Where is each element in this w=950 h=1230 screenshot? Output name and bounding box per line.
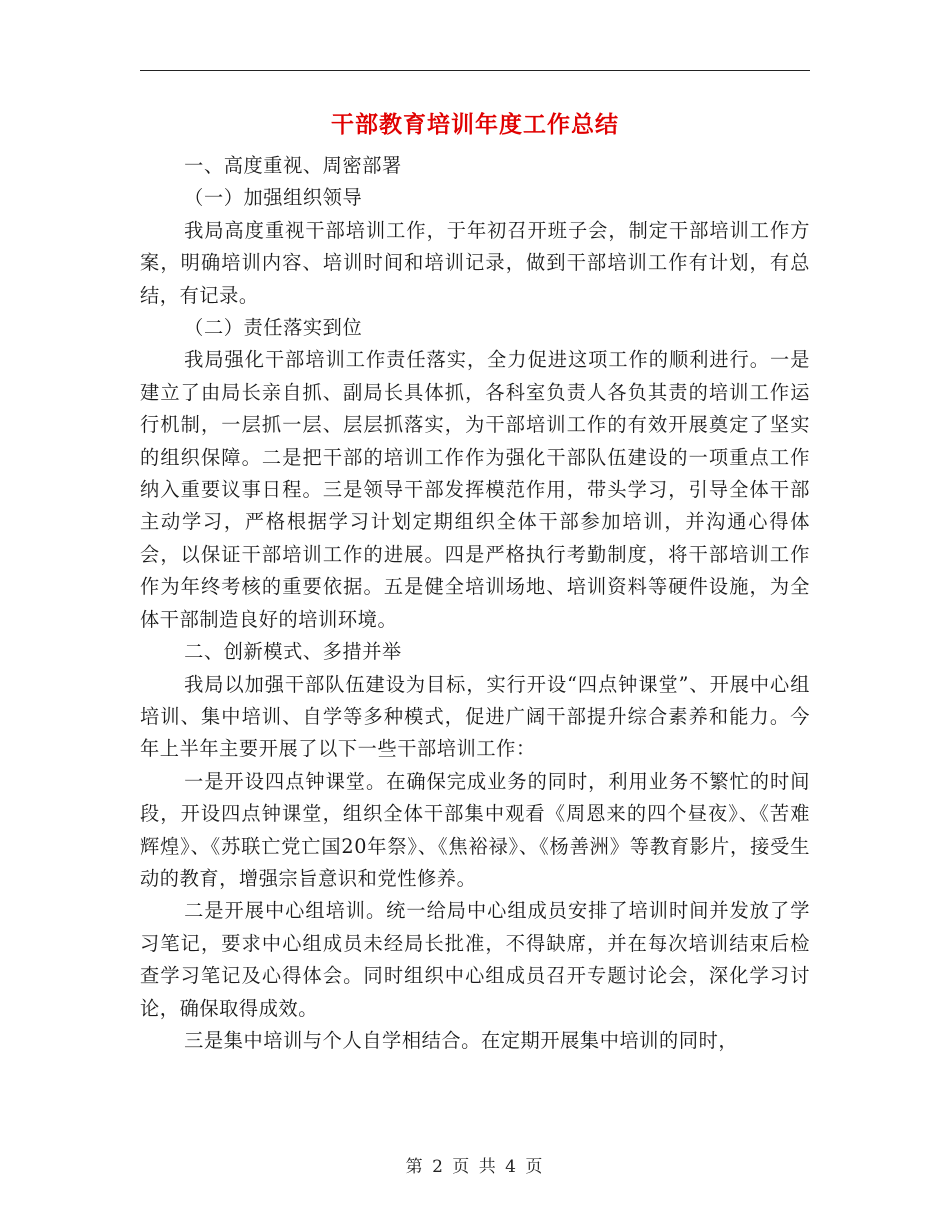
document-body (140, 150, 810, 1057)
header-rule (140, 70, 810, 71)
body-paragraph: 一是开设四点钟课堂。在确保完成业务的同时，利用业务不繁忙的时间段，开设四点钟课堂，组织全体干部集中观看《周恩来的四个昼夜》、《苦难辉煌》、《苏联亡党亡国20年祭》、《焦裕禄》、《杨善洲》等教育影片，接受生动的教育，增强宗旨意识和党性修养。 (140, 769, 810, 890)
body-paragraph: 二是开展中心组培训。统一给局中心组成员安排了培训时间并发放了学习笔记，要求中心组成员未经局长批准，不得缺席，并在每次培训结束后检查学习笔记及心得体会。同时组织中心组成员召开专题讨论会，深化学习讨论，确保取得成效。 (140, 899, 810, 1020)
subsection-heading-1-1: （一）加强组织领导 (184, 186, 363, 210)
body-paragraph: 三是集中培训与个人自学相结合。在定期开展集中培训的同时， (184, 1028, 739, 1052)
page-number-footer: 第 2 页 共 4 页 (405, 1157, 545, 1177)
body-paragraph: 我局强化干部培训工作责任落实，全力促进这项工作的顺利进行。一是建立了由局长亲自抓、副局长具体抓，各科室负责人各负其责的培训工作运行机制，一层抓一层、层层抓落实，为干部培训工作的有效开展奠定了坚实的组织保障。二是把干部的培训工作作为强化干部队伍建设的一项重点工作纳入重要议事日程。三是领导干部发挥模范作用，带头学习，引导全体干部主动学习，严格根据学习计划定期组织全体干部参加培训，并沟通心得体会，以保证干部培训工作的进展。四是严格执行考勤制度，将干部培训工作作为年终考核的重要依据。五是健全培训场地、培训资料等硬件设施，为全体干部制造良好的培训环境。 (140, 348, 810, 631)
subsection-heading-1-2: （二）责任落实到位 (184, 316, 363, 340)
document-title: 干部教育培训年度工作总结 (331, 111, 619, 138)
body-paragraph: 我局以加强干部队伍建设为目标，实行开设“四点钟课堂”、开展中心组培训、集中培训、自学等多种模式，促进广阔干部提升综合素养和能力。今年上半年主要开展了以下一些干部培训工作： (140, 672, 810, 761)
body-paragraph: 我局高度重视干部培训工作，于年初召开班子会，制定干部培训工作方案，明确培训内容、培训时间和培训记录，做到干部培训工作有计划，有总结，有记录。 (140, 218, 810, 307)
section-heading-2: 二、创新模式、多措并举 (184, 640, 402, 664)
section-heading-1: 一、高度重视、周密部署 (184, 154, 402, 177)
